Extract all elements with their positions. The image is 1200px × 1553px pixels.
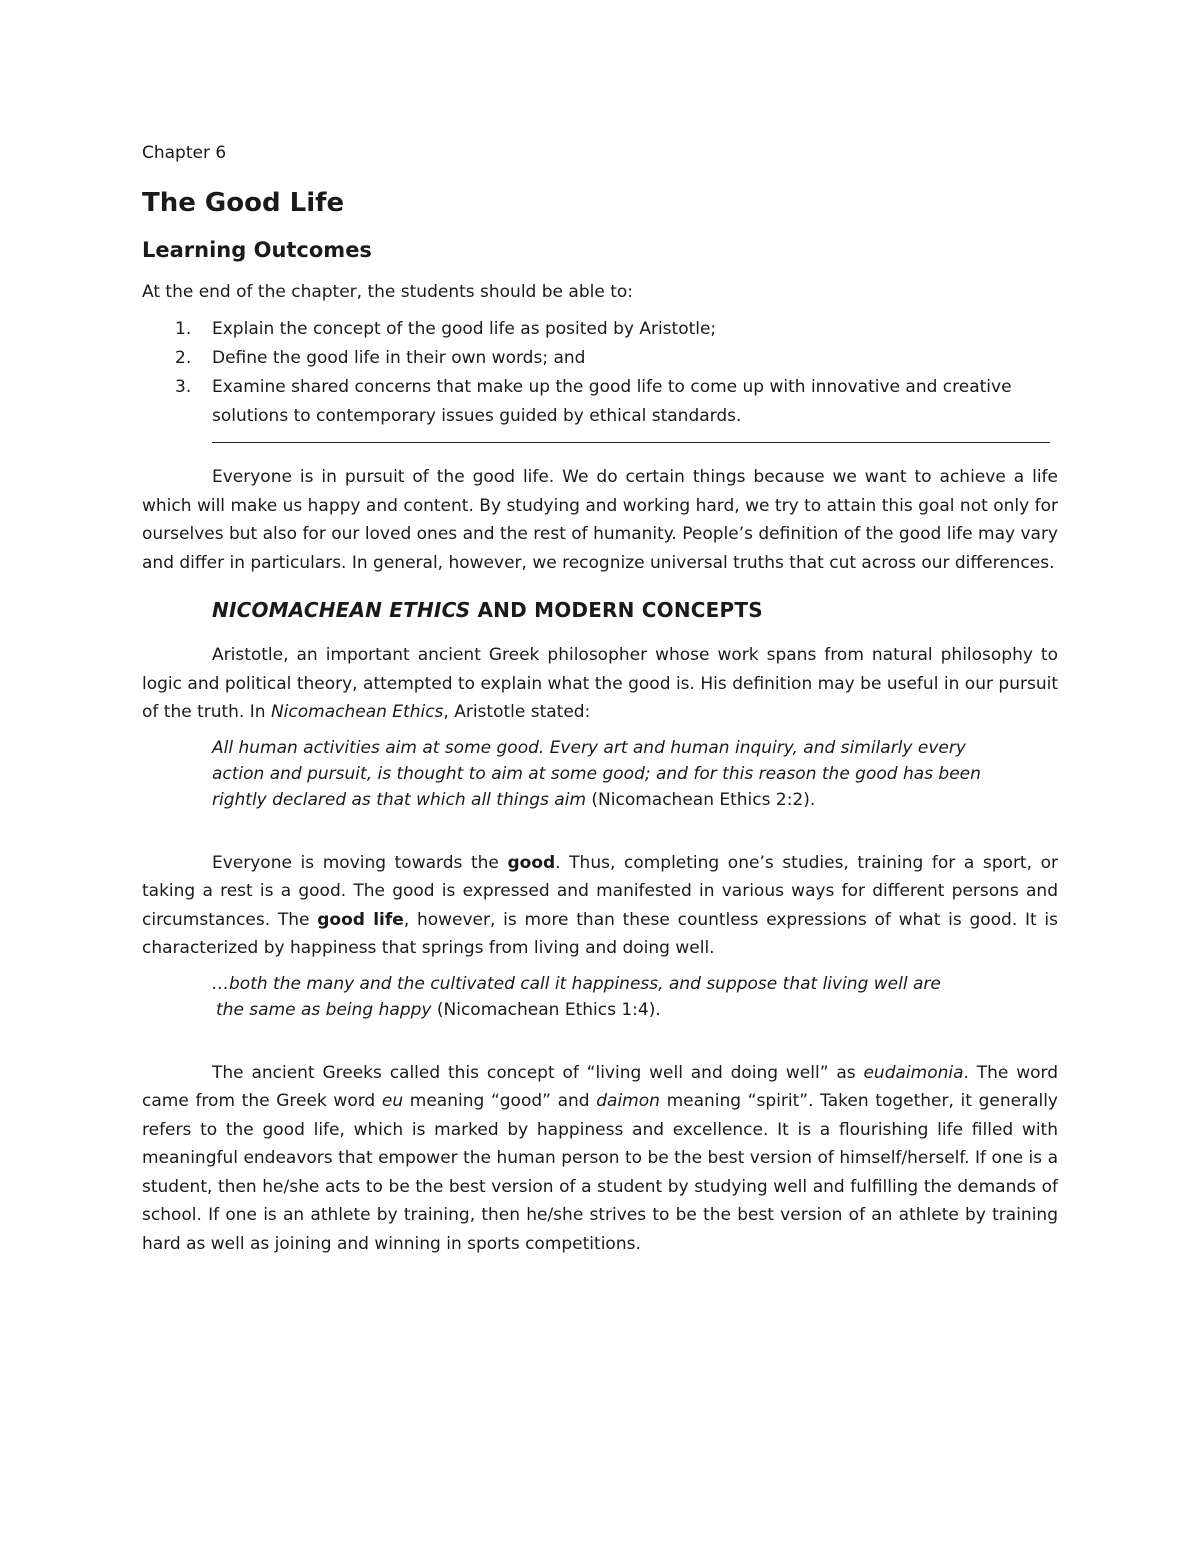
list-item xyxy=(142,373,1058,431)
section-heading xyxy=(142,595,1058,625)
section-heading-rest: AND MODERN CONCEPTS xyxy=(470,598,763,622)
list-item-text: Examine shared concerns that make up the good life to come up with innovative and creative solutions to contemporary issues guided by ethical standards. xyxy=(212,377,1012,426)
block-quote xyxy=(142,971,1058,1023)
book-title: Nicomachean Ethics xyxy=(270,702,444,722)
quote-citation: (Nicomachean Ethics 1:4). xyxy=(431,999,661,1020)
list-number: 1. xyxy=(175,319,192,339)
list-item xyxy=(142,315,1058,344)
quote-line: All human activities aim at some good. Every art and human inquiry, and similarly every xyxy=(212,737,966,758)
paragraph-text: , Aristotle stated: xyxy=(443,702,591,722)
list-item-text: Define the good life in their own words; and xyxy=(212,348,586,368)
list-number: 2. xyxy=(175,348,192,368)
learning-outcomes-list xyxy=(142,315,1058,431)
paragraph-text: The ancient Greeks called this concept of “living well and doing well” as xyxy=(212,1062,864,1083)
outcomes-intro: At the end of the chapter, the students should be able to: xyxy=(142,282,633,302)
quote-citation: (Nicomachean Ethics 2:2). xyxy=(586,789,816,810)
section-subtitle: Learning Outcomes xyxy=(142,238,372,262)
paragraph-intro: Everyone is in pursuit of the good life. We do certain things because we want to achieve a life which will make us happy and content. By studying and working hard, we try to attain this goal not only for ourselves but also for our loved ones and the rest of humanity. People’s definition of the good life may vary and differ in particulars. In general, however, we recognize universal truths that cut across our differences. xyxy=(142,467,1058,573)
paragraph-text: meaning “spirit”. Taken together, it generally refers to the good life, which is marked by happiness and excellence. It is a flourishing life filled with meaningful endeavors that empower the human person to be the best version of himself/herself. If one is a student, then he/she acts to be the best version of a student by studying well and fulfilling the demands of school. If one is an athlete by training, then he/she strives to be the best version of an athlete by training hard as well as joining and winning in sports competitions. xyxy=(142,1091,1058,1254)
quote-line: rightly declared as that which all things aim xyxy=(212,789,586,810)
paragraph-text: . Thus, completing one’s studies, training for a sport, or taking a rest is a good. The good is expressed and manifested in various ways for different persons and circumstances. The xyxy=(142,852,1058,930)
paragraph-text: Everyone is moving towards the xyxy=(212,852,508,873)
section-divider xyxy=(212,442,1050,443)
chapter-label: Chapter 6 xyxy=(142,143,227,163)
greek-term: eudaimonia xyxy=(863,1062,964,1083)
section-heading-italic: NICOMACHEAN ETHICS xyxy=(212,598,471,622)
page-title: The Good Life xyxy=(142,188,345,218)
quote-line: …both the many and the cultivated call it happiness, and suppose that living well are xyxy=(212,973,941,994)
emphasis-term: good xyxy=(507,852,556,873)
greek-term: eu xyxy=(381,1091,404,1111)
list-item xyxy=(142,344,1058,373)
paragraph-eudaimonia xyxy=(142,1059,1058,1259)
greek-term: daimon xyxy=(596,1091,660,1111)
paragraph-aristotle xyxy=(142,641,1058,727)
emphasis-term: good life xyxy=(317,909,404,930)
quote-line: the same as being happy xyxy=(216,999,432,1020)
block-quote xyxy=(142,735,1058,813)
paragraph-text: , however, is more than these countless expressions of what is good. It is characterized by happiness that springs from living and doing well. xyxy=(142,909,1058,958)
paragraph-good xyxy=(142,849,1058,963)
paragraph-text: meaning “good” and xyxy=(403,1091,597,1111)
quote-line: action and pursuit, is thought to aim at some good; and for this reason the good has been xyxy=(212,763,981,784)
paragraph-text: . The word came from the Greek word xyxy=(142,1062,1058,1111)
list-number: 3. xyxy=(175,377,192,397)
list-item-text: Explain the concept of the good life as posited by Aristotle; xyxy=(212,319,717,339)
paragraph-text: Aristotle, an important ancient Greek philosopher whose work spans from natural philosophy to logic and political theory, attempted to explain what the good is. His definition may be useful in our pursuit of the truth. In xyxy=(142,645,1058,722)
